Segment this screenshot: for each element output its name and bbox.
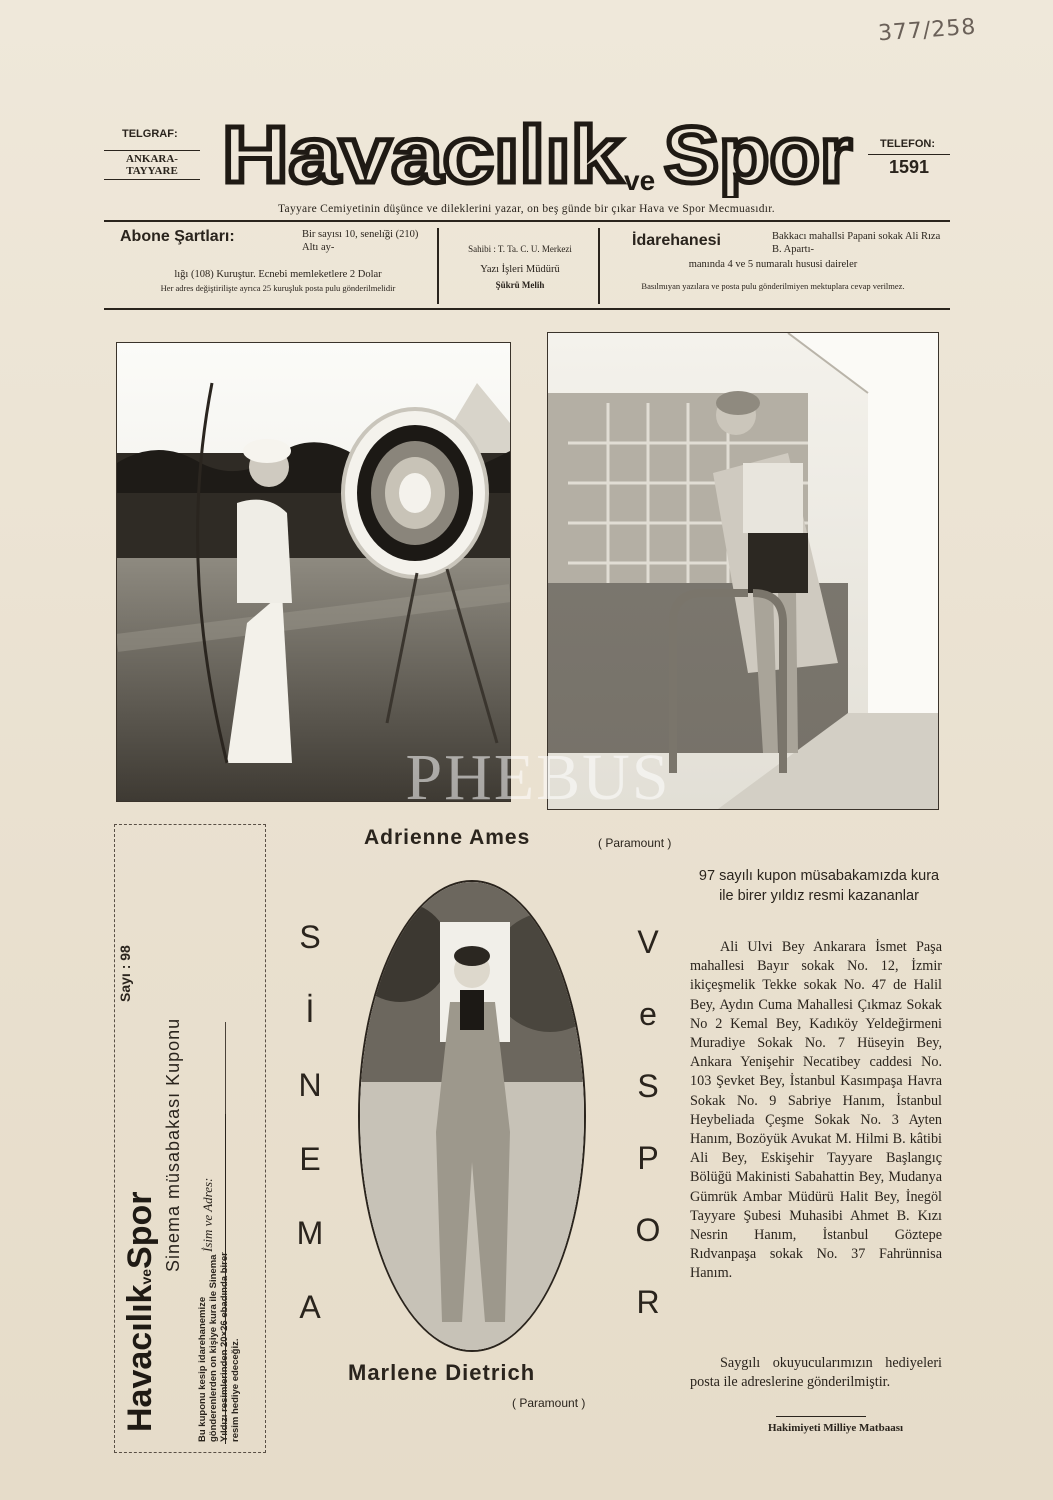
caption-ames-studio: ( Paramount ): [598, 836, 672, 850]
phone-label: TELEFON:: [880, 138, 935, 150]
coupon-issue: Sayı : 98: [117, 945, 133, 1002]
printer-rule: [776, 1416, 866, 1417]
side-right-letter: R: [636, 1284, 660, 1320]
side-left-letter: N: [298, 1067, 322, 1103]
subscription-text-3: Her adres değiştirilişte ayrıca 25 kuruşluk posta pulu gönderilmelidir: [160, 283, 396, 293]
printer-credit: Hakimiyeti Milliye Matbaası: [768, 1422, 904, 1434]
telegraph-label: TELGRAF:: [122, 128, 178, 140]
side-left-letter: E: [299, 1141, 321, 1177]
side-left-letter: M: [296, 1215, 324, 1251]
side-title-right: [628, 906, 668, 1338]
telegraph-value: ANKARA-TAYYARE: [104, 150, 200, 180]
coupon-logo-main: Havacılık: [121, 1284, 159, 1432]
photo-poolside: [547, 332, 939, 810]
side-left-letter: A: [299, 1289, 321, 1325]
coupon-title: Sinema müsabakası Kuponu: [163, 1017, 183, 1272]
photo-archery: [116, 342, 511, 802]
administration-text-2: manında 4 ve 5 numaralı hususi daireler: [688, 259, 858, 270]
subscription-text-2: lığı (108) Kuruştur. Ecnebi memleketlere 2 Dolar: [174, 269, 382, 280]
editor-name: Şükrü Melih: [495, 280, 545, 290]
archive-watermark: PHEBUS: [405, 741, 671, 814]
caption-dietrich-studio: ( Paramount ): [512, 1396, 586, 1410]
header-divider-left: [437, 228, 439, 304]
subscription-title: Abone Şartları:: [120, 228, 235, 245]
administration-text-3: Basılmıyan yazılara ve posta pulu gönderilmiyen mektuplara cevap verilmez.: [641, 281, 905, 291]
administration-title: İdarehanesi: [632, 232, 721, 249]
coupon-address-field[interactable]: [199, 1022, 226, 1252]
header-divider-right: [598, 228, 600, 304]
side-right-letter: P: [637, 1140, 659, 1176]
side-right-letter: e: [639, 996, 657, 1032]
side-right-letter: O: [635, 1212, 661, 1248]
coupon-logo-ve: ve: [138, 1268, 154, 1285]
side-left-letter: S: [299, 919, 321, 955]
side-right-letter: S: [637, 1068, 659, 1104]
phone-value: 1591: [868, 154, 950, 178]
administration-text-1: Bakkacı mahallsi Papani sokak Ali Rıza B. Apartı-: [772, 231, 941, 255]
masthead-logo: [214, 112, 859, 198]
winners-footer: Saygılı okuyucularımızın hediyeleri posta ile adreslerine gönderilmiştir.: [690, 1355, 942, 1391]
winners-body: Ali Ulvi Bey Ankarara İsmet Paşa mahallesi Bayır sokak No. 12, İzmir ikiçeşmelik Tekke sokak No. 47 de Halil Bey, Aydın Cuma Mahallesi Çıkmaz Sokak No 2 Kemal Bey, Kadıköy Yeldeğirmeni Muradiye Sokak No. 7 Hüseyin Bey, Ankara Yenişehir Necatibey caddesi No. 103 Şevket Bey, İstanbul Kasımpaşa Havra Sokak No. 9 Sabriye Hanım, İstanbul Heybeliada Çeşme Sokak No. 3 Ayten Hanım, Bozöyük Avukat M. Hilmi B. kâtibi Ali Bey, Eskişehir Tayyare Başlangıç Bölüğü Makinisti Sabahattin Bey, Mudanya Gümrük Ambar Müdürü Halit Bey, İnegöl Tayyare Şubesi Muhasibi Ahmet B. Kızı Nesrin Hanım, İstanbul Göztepe Rıdvanpaşa sokak No. 37 Fahrünnisa Hanım.: [690, 939, 942, 1282]
masthead-tagline: Tayyare Cemiyetinin düşünce ve dileklerini yazar, on beş günde bir çıkar Hava ve Spor Mecmuasıdır.: [278, 203, 775, 215]
side-left-letter: İ: [305, 993, 315, 1029]
masthead-main: Havacılık: [222, 112, 623, 198]
winners-title: 97 sayılı kupon müsabakamızda kura ile birer yıldız resmi kazananlar: [698, 868, 940, 904]
header-rule-bottom: [104, 308, 950, 310]
coupon-content: [115, 825, 265, 1452]
side-right-letter: V: [637, 924, 659, 960]
coupon-instructions: Bu kuponu kesip idarehanemize gönderenlerden on kişiye kura ile Sinema Yıldızı resimlerinden 20×26 ebadında birer resim hediye edeceğiz.: [197, 1252, 241, 1442]
archive-handwritten-note: 377/258: [877, 14, 978, 47]
coupon-cutout[interactable]: [114, 824, 266, 1453]
coupon-address-label: İsim ve Adres:: [200, 1177, 215, 1252]
side-title-left: [290, 900, 330, 1344]
coupon-logo: [121, 1192, 160, 1432]
subscription-text-1: Bir sayısı 10, senelı̇ği (210) Altı ay-: [302, 229, 419, 253]
editor-label: Yazı İşleri Müdürü: [480, 264, 560, 275]
header-rule-top: [104, 220, 950, 222]
photo-dietrich-oval: [358, 880, 586, 1352]
owner-line: Sahibi : T. Ta. C. U. Merkezi: [468, 244, 572, 254]
masthead-end: Spor: [664, 112, 852, 198]
caption-ames-name: Adrienne Ames: [364, 826, 531, 849]
masthead-ve: ve: [624, 165, 656, 196]
coupon-logo-end: Spor: [121, 1191, 159, 1269]
caption-dietrich-name: Marlene Dietrich: [348, 1360, 536, 1385]
